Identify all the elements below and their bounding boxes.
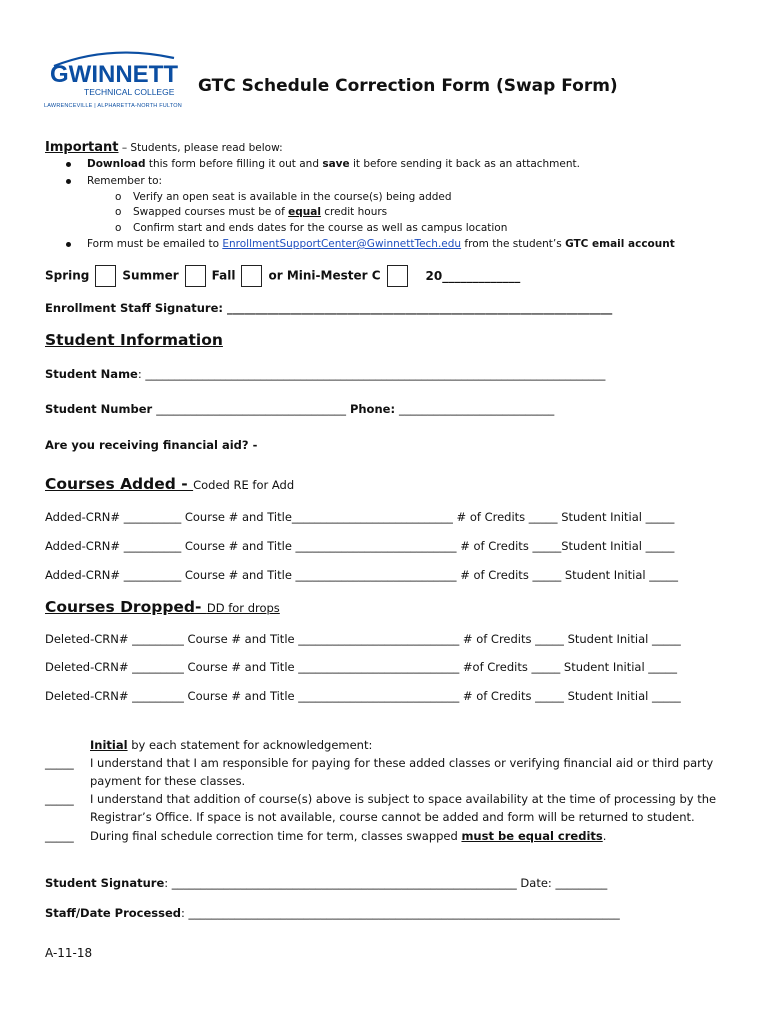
bullet-icon: [66, 242, 71, 247]
student-signature-label: Student Signature: [45, 876, 165, 890]
bullet3-text-c: GTC email account: [565, 238, 675, 250]
student-signature-field[interactable]: : ____________________________________________________________ Date: _________: [164, 876, 608, 890]
ack-statement-1a: I understand that I am responsible for paying for these added classes or verifying financial aid or third party: [90, 756, 714, 770]
dropped-course-row[interactable]: Deleted-CRN# _________ Course # and Title ____________________________ # of Credits _____ Student Initial _____: [45, 689, 681, 703]
financial-aid-question: Are you receiving financial aid? -: [45, 438, 258, 452]
sub-bullet-equal: [115, 206, 387, 218]
term-fall-label: Fall: [211, 268, 236, 283]
important-bullet-download: [66, 158, 580, 170]
bullet1-text1: this form before filling it out and: [145, 158, 323, 170]
phone-field[interactable]: ___________________________: [399, 402, 555, 416]
sub1-text: Verify an open seat is available in the course(s) being added: [133, 191, 452, 203]
ack-intro-text: by each statement for acknowledgement:: [127, 738, 373, 752]
enrollment-staff-signature[interactable]: Enrollment Staff Signature: ___________________________________________________________________: [45, 301, 613, 315]
added-course-row[interactable]: Added-CRN# __________ Course # and Title ____________________________ # of Credits _____ Student Initial _____: [45, 568, 679, 582]
bullet1-text2: it before sending it back as an attachment.: [349, 158, 580, 170]
email-link[interactable]: EnrollmentSupportCenter@GwinnettTech.edu: [222, 238, 462, 250]
important-intro: [45, 140, 283, 155]
term-mini-label: or Mini-Mester C: [268, 268, 381, 283]
bullet-icon: [66, 162, 71, 167]
logo-locations: LAWRENCEVILLE | ALPHARETTA-NORTH FULTON: [44, 103, 182, 109]
student-info-heading: Student Information: [45, 331, 223, 349]
ack-statement-3a: During final schedule correction time for term, classes swapped: [90, 829, 462, 843]
term-summer-checkbox[interactable]: [185, 265, 206, 287]
term-selection: [45, 265, 520, 287]
important-label: Important: [45, 140, 119, 155]
courses-dropped-header: [45, 598, 280, 616]
student-signature-row[interactable]: [45, 876, 607, 890]
sub-bullet-marker: o: [115, 222, 122, 234]
phone-label: Phone:: [345, 402, 400, 416]
staff-processed-field[interactable]: : ___________________________________________________________________________: [181, 906, 620, 920]
ack-statement-2b: Registrar’s Office. If space is not available, course cannot be added and form will be returned to student.: [90, 810, 695, 824]
student-name-label: Student Name: [45, 367, 138, 381]
sub2-text-b: credit hours: [320, 206, 388, 218]
dropped-course-row[interactable]: Deleted-CRN# _________ Course # and Title ____________________________ # of Credits _____ Student Initial _____: [45, 632, 681, 646]
term-fall-checkbox[interactable]: [241, 265, 262, 287]
important-bullet-email: [66, 238, 675, 250]
logo-subtitle: TECHNICAL COLLEGE: [84, 87, 175, 97]
download-word: Download: [87, 158, 146, 170]
ack-equal-credits: must be equal credits: [461, 829, 603, 843]
sub-bullet-verify: [115, 191, 452, 203]
bullet3-text-a: Form must be emailed to: [87, 238, 223, 250]
sub2-equal: equal: [288, 206, 321, 218]
ack-initial-blank-1[interactable]: _____: [45, 756, 74, 770]
page-title: GTC Schedule Correction Form (Swap Form): [198, 76, 618, 96]
courses-added-header: [45, 475, 294, 493]
sub2-text-a: Swapped courses must be of: [133, 206, 289, 218]
ack-statement-1b: payment for these classes.: [90, 774, 246, 788]
courses-added-note: Coded RE for Add: [193, 478, 295, 492]
ack-intro: [90, 738, 372, 752]
college-logo: [44, 50, 184, 112]
student-number-row[interactable]: [45, 402, 554, 416]
dropped-course-row[interactable]: Deleted-CRN# _________ Course # and Title ____________________________ #of Credits _____ Student Initial _____: [45, 660, 678, 674]
term-summer-label: Summer: [122, 268, 179, 283]
save-word: save: [322, 158, 350, 170]
ack-statement-2a: I understand that addition of course(s) above is subject to space availability at the time of processing by the: [90, 792, 717, 806]
staff-processed-row[interactable]: [45, 906, 620, 920]
ack-initial-word: Initial: [90, 738, 128, 752]
bullet3-text-b: from the student’s: [461, 238, 566, 250]
student-number-label: Student Number: [45, 402, 157, 416]
sub-bullet-marker: o: [115, 206, 122, 218]
ack-initial-blank-3[interactable]: _____: [45, 829, 74, 843]
term-mini-checkbox[interactable]: [387, 265, 408, 287]
student-name-field[interactable]: : ________________________________________________________________________________: [137, 367, 606, 381]
important-bullet-remember: [66, 175, 162, 187]
student-name-row[interactable]: [45, 367, 605, 381]
staff-processed-label: Staff/Date Processed: [45, 906, 182, 920]
term-spring-label: Spring: [45, 268, 90, 283]
courses-dropped-heading: Courses Dropped-: [45, 598, 207, 616]
bullet-icon: [66, 179, 71, 184]
courses-added-heading: Courses Added -: [45, 475, 194, 493]
sub-bullet-marker: o: [115, 191, 122, 203]
remember-text: Remember to:: [87, 175, 163, 187]
term-year-field[interactable]: 20_____________: [425, 268, 521, 283]
term-spring-checkbox[interactable]: [95, 265, 116, 287]
student-number-field[interactable]: _________________________________: [156, 402, 346, 416]
courses-dropped-note: DD for drops: [206, 601, 280, 615]
form-code: A-11-18: [45, 946, 93, 960]
ack-statement-3: [90, 829, 606, 843]
added-course-row[interactable]: Added-CRN# __________ Course # and Title____________________________ # of Credits _____ Student Initial _____: [45, 510, 675, 524]
ack-initial-blank-2[interactable]: _____: [45, 792, 74, 806]
sub3-text: Confirm start and ends dates for the course as well as campus location: [133, 222, 508, 234]
ack-statement-3c: .: [602, 829, 607, 843]
sub-bullet-confirm: [115, 222, 507, 234]
important-intro-text: – Students, please read below:: [118, 142, 283, 154]
logo-name: GWINNETT: [50, 61, 178, 88]
added-course-row[interactable]: Added-CRN# __________ Course # and Title ____________________________ # of Credits _____Student Initial _____: [45, 539, 675, 553]
